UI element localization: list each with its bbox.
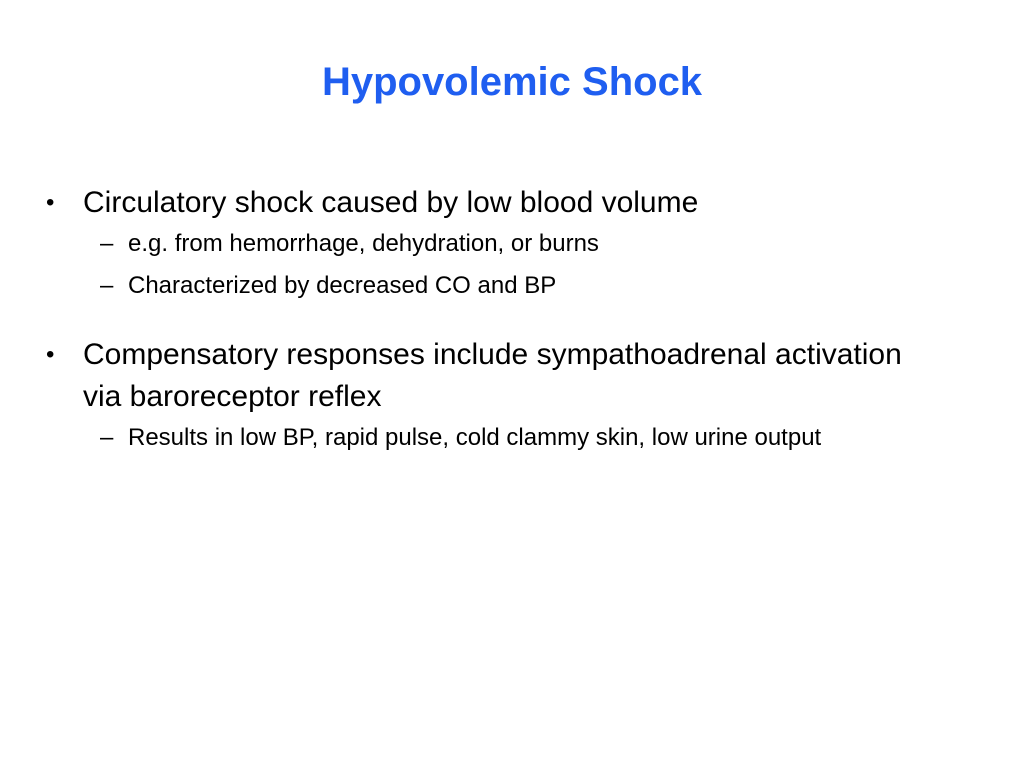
dash-icon: – xyxy=(100,230,114,257)
dash-icon: – xyxy=(100,272,114,299)
sub-bullet-text: Results in low BP, rapid pulse, cold clammy skin, low urine output xyxy=(128,424,822,451)
spacer xyxy=(46,310,946,334)
slide-title: Hypovolemic Shock xyxy=(321,60,703,104)
sub-bullet-text: e.g. from hemorrhage, dehydration, or burns xyxy=(128,230,599,257)
bullet-point xyxy=(46,182,946,224)
sub-bullet-point xyxy=(46,268,946,304)
bullet-text: Circulatory shock caused by low blood volume xyxy=(83,186,699,219)
bullet-text: Compensatory responses include sympathoadrenal activation via baroreceptor reflex xyxy=(83,338,902,413)
bullet-icon: • xyxy=(46,341,55,368)
sub-bullet-point xyxy=(46,226,946,262)
sub-bullet-point xyxy=(46,420,946,456)
bullet-icon: • xyxy=(46,189,55,216)
slide-body xyxy=(46,182,946,462)
bullet-point xyxy=(46,334,946,418)
sub-bullet-text: Characterized by decreased CO and BP xyxy=(128,272,557,299)
dash-icon: – xyxy=(100,424,114,451)
